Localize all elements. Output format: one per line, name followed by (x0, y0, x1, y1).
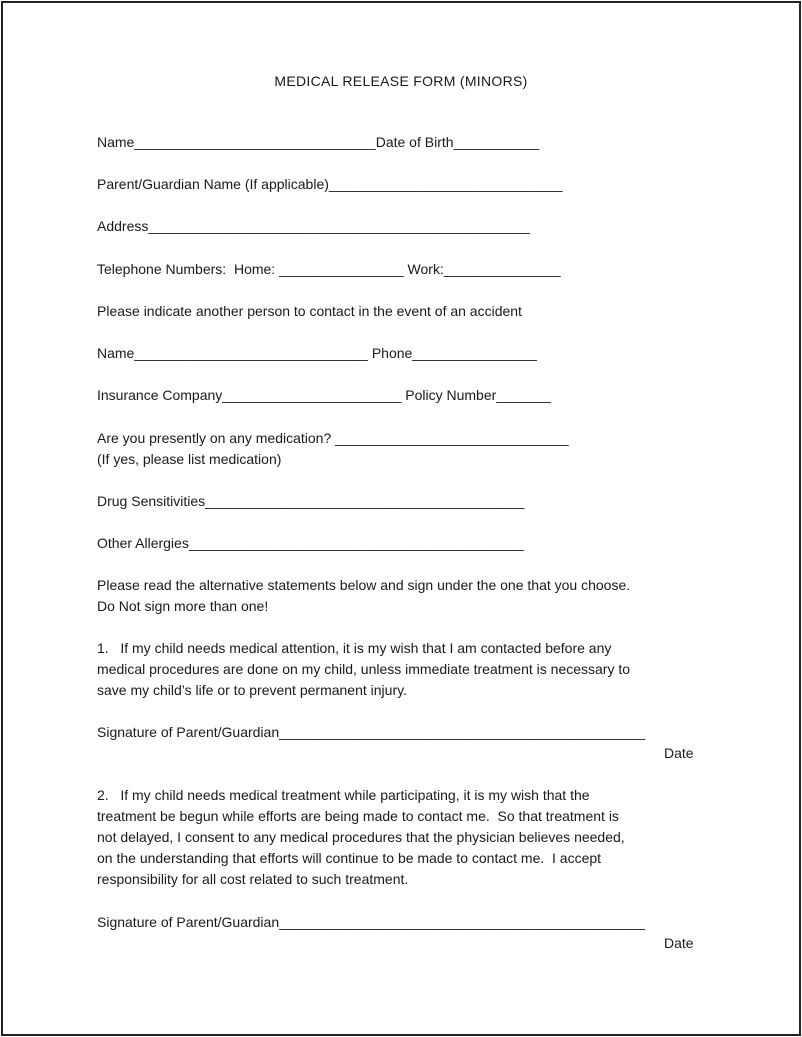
signature-1-date: Date (664, 745, 694, 761)
signature-2-date: Date (664, 935, 694, 951)
statement-1-line: medical procedures are done on my child, unless immediate treatment is necessary to (97, 661, 631, 677)
drug-sensitivities-field[interactable]: Drug Sensitivities_________________________________________ (97, 493, 525, 509)
instructions-line: Do Not sign more than one! (97, 598, 269, 614)
statement-2 (97, 785, 707, 890)
form-page (1, 1, 801, 1036)
medication-field[interactable]: Are you presently on any medication? ______________________________ (97, 430, 569, 446)
telephone-field[interactable]: Telephone Numbers: Home: ________________ Work:_______________ (97, 261, 561, 277)
insurance-field[interactable]: Insurance Company_______________________ Policy Number_______ (97, 387, 551, 403)
statement-2-line: responsibility for all cost related to such treatment. (97, 871, 409, 887)
contact-name-phone-field[interactable]: Name______________________________ Phone________________ (97, 345, 537, 361)
signature-1-field[interactable]: Signature of Parent/Guardian_______________________________________________ (97, 724, 646, 740)
medication-note: (If yes, please list medication) (97, 451, 282, 467)
statement-2-line: on the understanding that efforts will continue to be made to contact me. I accept (97, 850, 602, 866)
statement-2-line: not delayed, I consent to any medical procedures that the physician believes needed, (97, 829, 625, 845)
other-allergies-field[interactable]: Other Allergies___________________________________________ (97, 535, 524, 551)
instructions (97, 575, 707, 617)
parent-guardian-field[interactable]: Parent/Guardian Name (If applicable)______________________________ (97, 176, 563, 192)
statement-1-line: 1. If my child needs medical attention, it is my wish that I am contacted before any (97, 640, 612, 656)
contact-prompt: Please indicate another person to contact in the event of an accident (97, 303, 522, 319)
address-field[interactable]: Address_________________________________________________ (97, 218, 530, 234)
instructions-line: Please read the alternative statements below and sign under the one that you choose. (97, 577, 631, 593)
signature-2-field[interactable]: Signature of Parent/Guardian_______________________________________________ (97, 914, 646, 930)
statement-2-line: treatment be begun while efforts are being made to contact me. So that treatment is (97, 808, 619, 824)
statement-2-line: 2. If my child needs medical treatment while participating, it is my wish that the (97, 787, 590, 803)
form-title: MEDICAL RELEASE FORM (MINORS) (274, 73, 528, 89)
statement-1 (97, 638, 707, 701)
statement-1-line: save my child’s life or to prevent permanent injury. (97, 682, 407, 698)
name-dob-field[interactable]: Name_______________________________Date of Birth___________ (97, 134, 540, 150)
